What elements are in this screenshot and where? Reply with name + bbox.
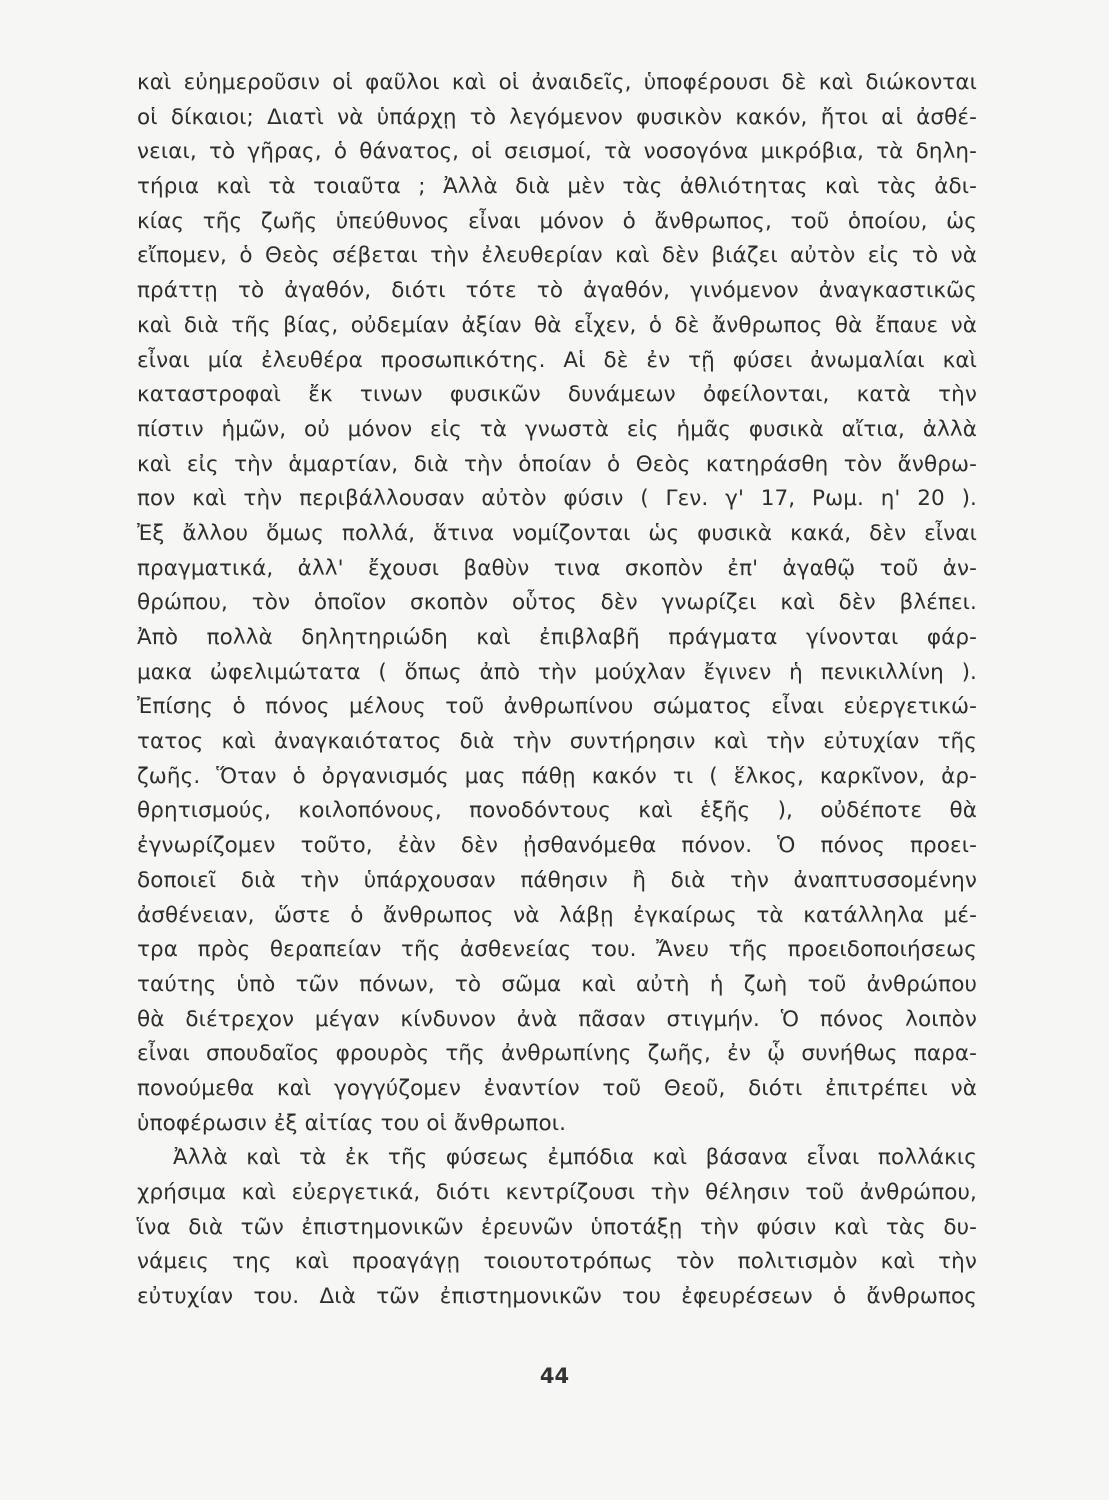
text-line: θὰ διέτρεχον μέγαν κίνδυνον ἀνὰ πᾶσαν στιγμήν. Ὁ πόνος λοιπὸν	[137, 1006, 977, 1032]
text-line: τατος καὶ ἀναγκαιότατος διὰ τὴν συντήρησιν καὶ τὴν εὐτυχίαν τῆς	[137, 729, 977, 755]
text-line: τήρια καὶ τὰ τοιαῦτα ; Ἀλλὰ διὰ μὲν τὰς ἀθλιότητας καὶ τὰς ἀδι-	[137, 174, 977, 200]
text-line: κίας τῆς ζωῆς ὑπεύθυνος εἶναι μόνον ὁ ἄνθρωπος, τοῦ ὁποίου, ὡς	[137, 208, 977, 234]
text-line: χρήσιμα καὶ εὐεργετικά, διότι κεντρίζουσι τὴν θέλησιν τοῦ ἀνθρώπου,	[137, 1180, 977, 1205]
text-line: ἀσθένειαν, ὥστε ὁ ἄνθρωπος νὰ λάβῃ ἐγκαίρως τὰ κατάλληλα μέ-	[137, 902, 977, 928]
text-line: ζωῆς. Ὅταν ὁ ὀργανισμός μας πάθῃ κακόν τι ( ἕλκος, καρκῖνον, ἀρ-	[137, 763, 977, 789]
text-line: πονούμεθα καὶ γογγύζομεν ἐναντίον τοῦ Θεοῦ, διότι ἐπιτρέπει νὰ	[137, 1075, 977, 1101]
text-line: θρώπου, τὸν ὁποῖον σκοπὸν οὗτος δὲν γνωρίζει καὶ δὲν βλέπει.	[137, 590, 977, 616]
text-line: νειαι, τὸ γῆρας, ὁ θάνατος, οἱ σεισμοί, τὰ νοσογόνα μικρόβια, τὰ δηλη-	[137, 139, 977, 165]
text-line: πον καὶ τὴν περιβάλλουσαν αὐτὸν φύσιν ( Γεν. γ' 17, Ρωμ. η' 20 ).	[137, 486, 977, 512]
text-line: οἱ δίκαιοι; Διατὶ νὰ ὑπάρχῃ τὸ λεγόμενον φυσικὸν κακόν, ἤτοι αἱ ἀσθέ-	[137, 104, 977, 130]
text-line: νάμεις της καὶ προαγάγῃ τοιουτοτρόπως τὸν πολιτισμὸν καὶ τὴν	[137, 1249, 977, 1275]
text-line: πραγματικά, ἀλλ' ἔχουσι βαθὺν τινα σκοπὸν ἐπ' ἀγαθῷ τοῦ ἀν-	[137, 555, 977, 581]
text-line: Ἀπὸ πολλὰ δηλητηριώδη καὶ ἐπιβλαβῆ πράγματα γίνονται φάρ-	[137, 625, 977, 650]
text-line: ἵνα διὰ τῶν ἐπιστημονικῶν ἐρευνῶν ὑποτάξῃ τὴν φύσιν καὶ τὰς δυ-	[137, 1214, 977, 1240]
text-line: τρα πρὸς θεραπείαν τῆς ἀσθενείας του. Ἄνευ τῆς προειδοποιήσεως	[137, 937, 977, 963]
text-line: ταύτης ὑπὸ τῶν πόνων, τὸ σῶμα καὶ αὐτὴ ἡ ζωὴ τοῦ ἀνθρώπου	[137, 971, 977, 997]
text-line: Ἀλλὰ καὶ τὰ ἐκ τῆς φύσεως ἐμπόδια καὶ βάσανα εἶναι πολλάκις	[173, 1145, 977, 1171]
text-line: ἐγνωρίζομεν τοῦτο, ἐὰν δὲν ᾐσθανόμεθα πόνον. Ὁ πόνος προει-	[137, 833, 977, 859]
body-text	[137, 66, 977, 1315]
text-line: μακα ὠφελιμώτατα ( ὅπως ἀπὸ τὴν μούχλαν ἔγινεν ἡ πενικιλλίνη ).	[137, 659, 977, 685]
text-line: καὶ εἰς τὴν ἁμαρτίαν, διὰ τὴν ὁποίαν ὁ Θεὸς κατηράσθη τὸν ἄνθρω-	[137, 451, 977, 477]
text-line: Ἐπίσης ὁ πόνος μέλους τοῦ ἀνθρωπίνου σώματος εἶναι εὐεργετικώ-	[137, 694, 977, 720]
text-line: πράττῃ τὸ ἀγαθόν, διότι τότε τὸ ἀγαθόν, γινόμενον ἀναγκαστικῶς	[137, 278, 977, 304]
text-line: εἶναι μία ἐλευθέρα προσωπικότης. Αἱ δὲ ἐν τῇ φύσει ἀνωμαλίαι καὶ	[137, 347, 977, 373]
text-line: Ἐξ ἄλλου ὅμως πολλά, ἅτινα νομίζονται ὡς φυσικὰ κακά, δὲν εἶναι	[137, 520, 977, 546]
text-line: δοποιεῖ διὰ τὴν ὑπάρχουσαν πάθησιν ἢ διὰ τὴν ἀναπτυσσομένην	[137, 867, 977, 893]
text-line: εἶναι σπουδαῖος φρουρὸς τῆς ἀνθρωπίνης ζωῆς, ἐν ᾧ συνήθως παρα-	[137, 1041, 977, 1067]
text-line: εἴπομεν, ὁ Θεὸς σέβεται τὴν ἐλευθερίαν καὶ δὲν βιάζει αὐτὸν εἰς τὸ νὰ	[137, 243, 977, 269]
text-line: καταστροφαὶ ἔκ τινων φυσικῶν δυνάμεων ὀφείλονται, κατὰ τὴν	[137, 382, 977, 408]
text-line: πίστιν ἡμῶν, οὐ μόνον εἰς τὰ γνωστὰ εἰς ἡμᾶς φυσικὰ αἴτια, ἀλλὰ	[137, 416, 977, 442]
text-line: θρητισμούς, κοιλοπόνους, πονοδόντους καὶ ἑξῆς ), οὐδέποτε θὰ	[137, 798, 977, 824]
text-line: ὑποφέρωσιν ἐξ αἰτίας του οἱ ἄνθρωποι.	[137, 1110, 567, 1136]
page-number: 44	[539, 1364, 570, 1388]
text-line: καὶ εὐημεροῦσιν οἱ φαῦλοι καὶ οἱ ἀναιδεῖς, ὑποφέρουσι δὲ καὶ διώκονται	[137, 70, 977, 95]
text-line: εὐτυχίαν του. Διὰ τῶν ἐπιστημονικῶν του ἐφευρέσεων ὁ ἄνθρωπος	[137, 1284, 977, 1310]
text-line: καὶ διὰ τῆς βίας, οὐδεμίαν ἀξίαν θὰ εἶχεν, ὁ δὲ ἄνθρωπος θὰ ἔπαυε νὰ	[137, 312, 977, 338]
